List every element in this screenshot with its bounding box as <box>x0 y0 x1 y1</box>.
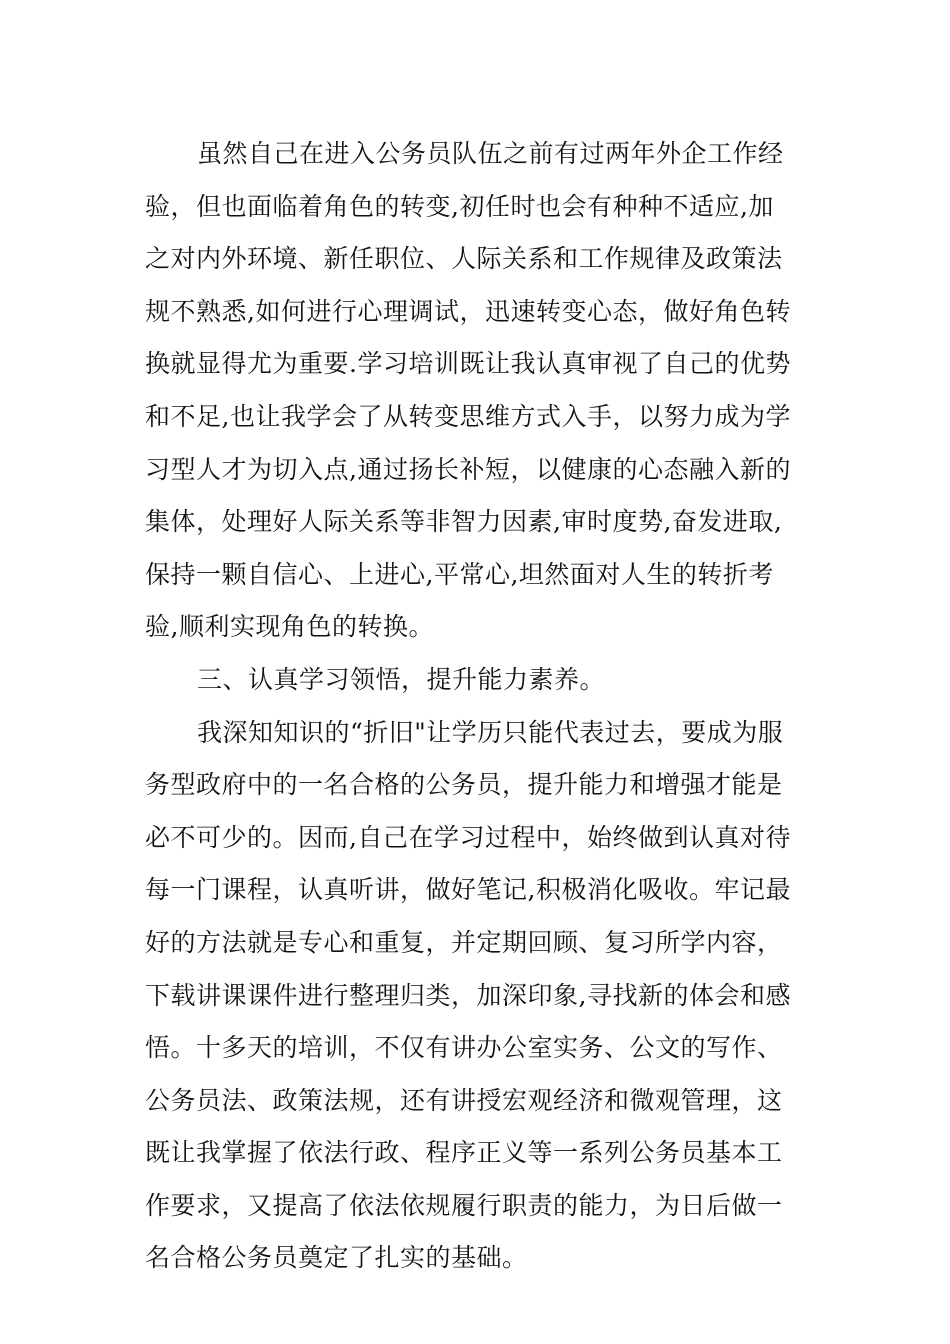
paragraph-line: 规不熟悉,如何进行心理调试，迅速转变心态，做好角色转 <box>145 296 791 326</box>
paragraph-line: 每一门课程，认真听讲，做好笔记,积极消化吸收。牢记最 <box>145 875 791 905</box>
paragraph-line: 名合格公务员奠定了扎实的基础。 <box>145 1243 528 1273</box>
paragraph-line: 好的方法就是专心和重复，并定期回顾、复习所学内容， <box>145 927 783 957</box>
paragraph-line: 虽然自己在进入公务员队伍之前有过两年外企工作经 <box>197 139 784 168</box>
paragraph-line: 验，但也面临着角色的转变,初任时也会有种种不适应,加 <box>145 191 774 221</box>
paragraph-line: 务型政府中的一名合格的公务员，提升能力和增强才能是 <box>145 770 783 800</box>
paragraph-line: 验,顺利实现角色的转换。 <box>145 612 434 642</box>
paragraph-line: 集体，处理好人际关系等非智力因素,审时度势,奋发进取, <box>145 507 783 537</box>
body-text <box>145 128 805 1285</box>
paragraph-line: 既让我掌握了依法行政、程序正义等一系列公务员基本工 <box>145 1138 783 1168</box>
paragraph-line: 下载讲课课件进行整理归类，加深印象,寻找新的体会和感 <box>145 980 791 1010</box>
paragraph-line: 作要求，又提高了依法依规履行职责的能力，为日后做一 <box>145 1190 783 1220</box>
paragraph-line: 悟。十多天的培训，不仅有讲办公室实务、公文的写作、 <box>145 1033 783 1063</box>
paragraph-line: 和不足,也让我学会了从转变思维方式入手，以努力成为学 <box>145 401 791 431</box>
paragraph-line: 我深知知识的“折旧"让学历只能代表过去，要成为服 <box>197 717 784 747</box>
paragraph-line: 必不可少的。因而,自己在学习过程中，始终做到认真对待 <box>145 822 791 852</box>
paragraph-line: 保持一颗自信心、上进心,平常心,坦然面对人生的转折考 <box>145 559 774 589</box>
paragraph-line: 习型人才为切入点,通过扬长补短，以健康的心态融入新的 <box>145 454 791 484</box>
section-heading: 三、认真学习领悟，提升能力素养。 <box>197 664 606 694</box>
paragraph-line: 公务员法、政策法规，还有讲授宏观经济和微观管理，这 <box>145 1085 783 1115</box>
paragraph-line: 换就显得尤为重要.学习培训既让我认真审视了自己的优势 <box>145 349 791 379</box>
paragraph-line: 之对内外环境、新任职位、人际关系和工作规律及政策法 <box>145 244 783 274</box>
